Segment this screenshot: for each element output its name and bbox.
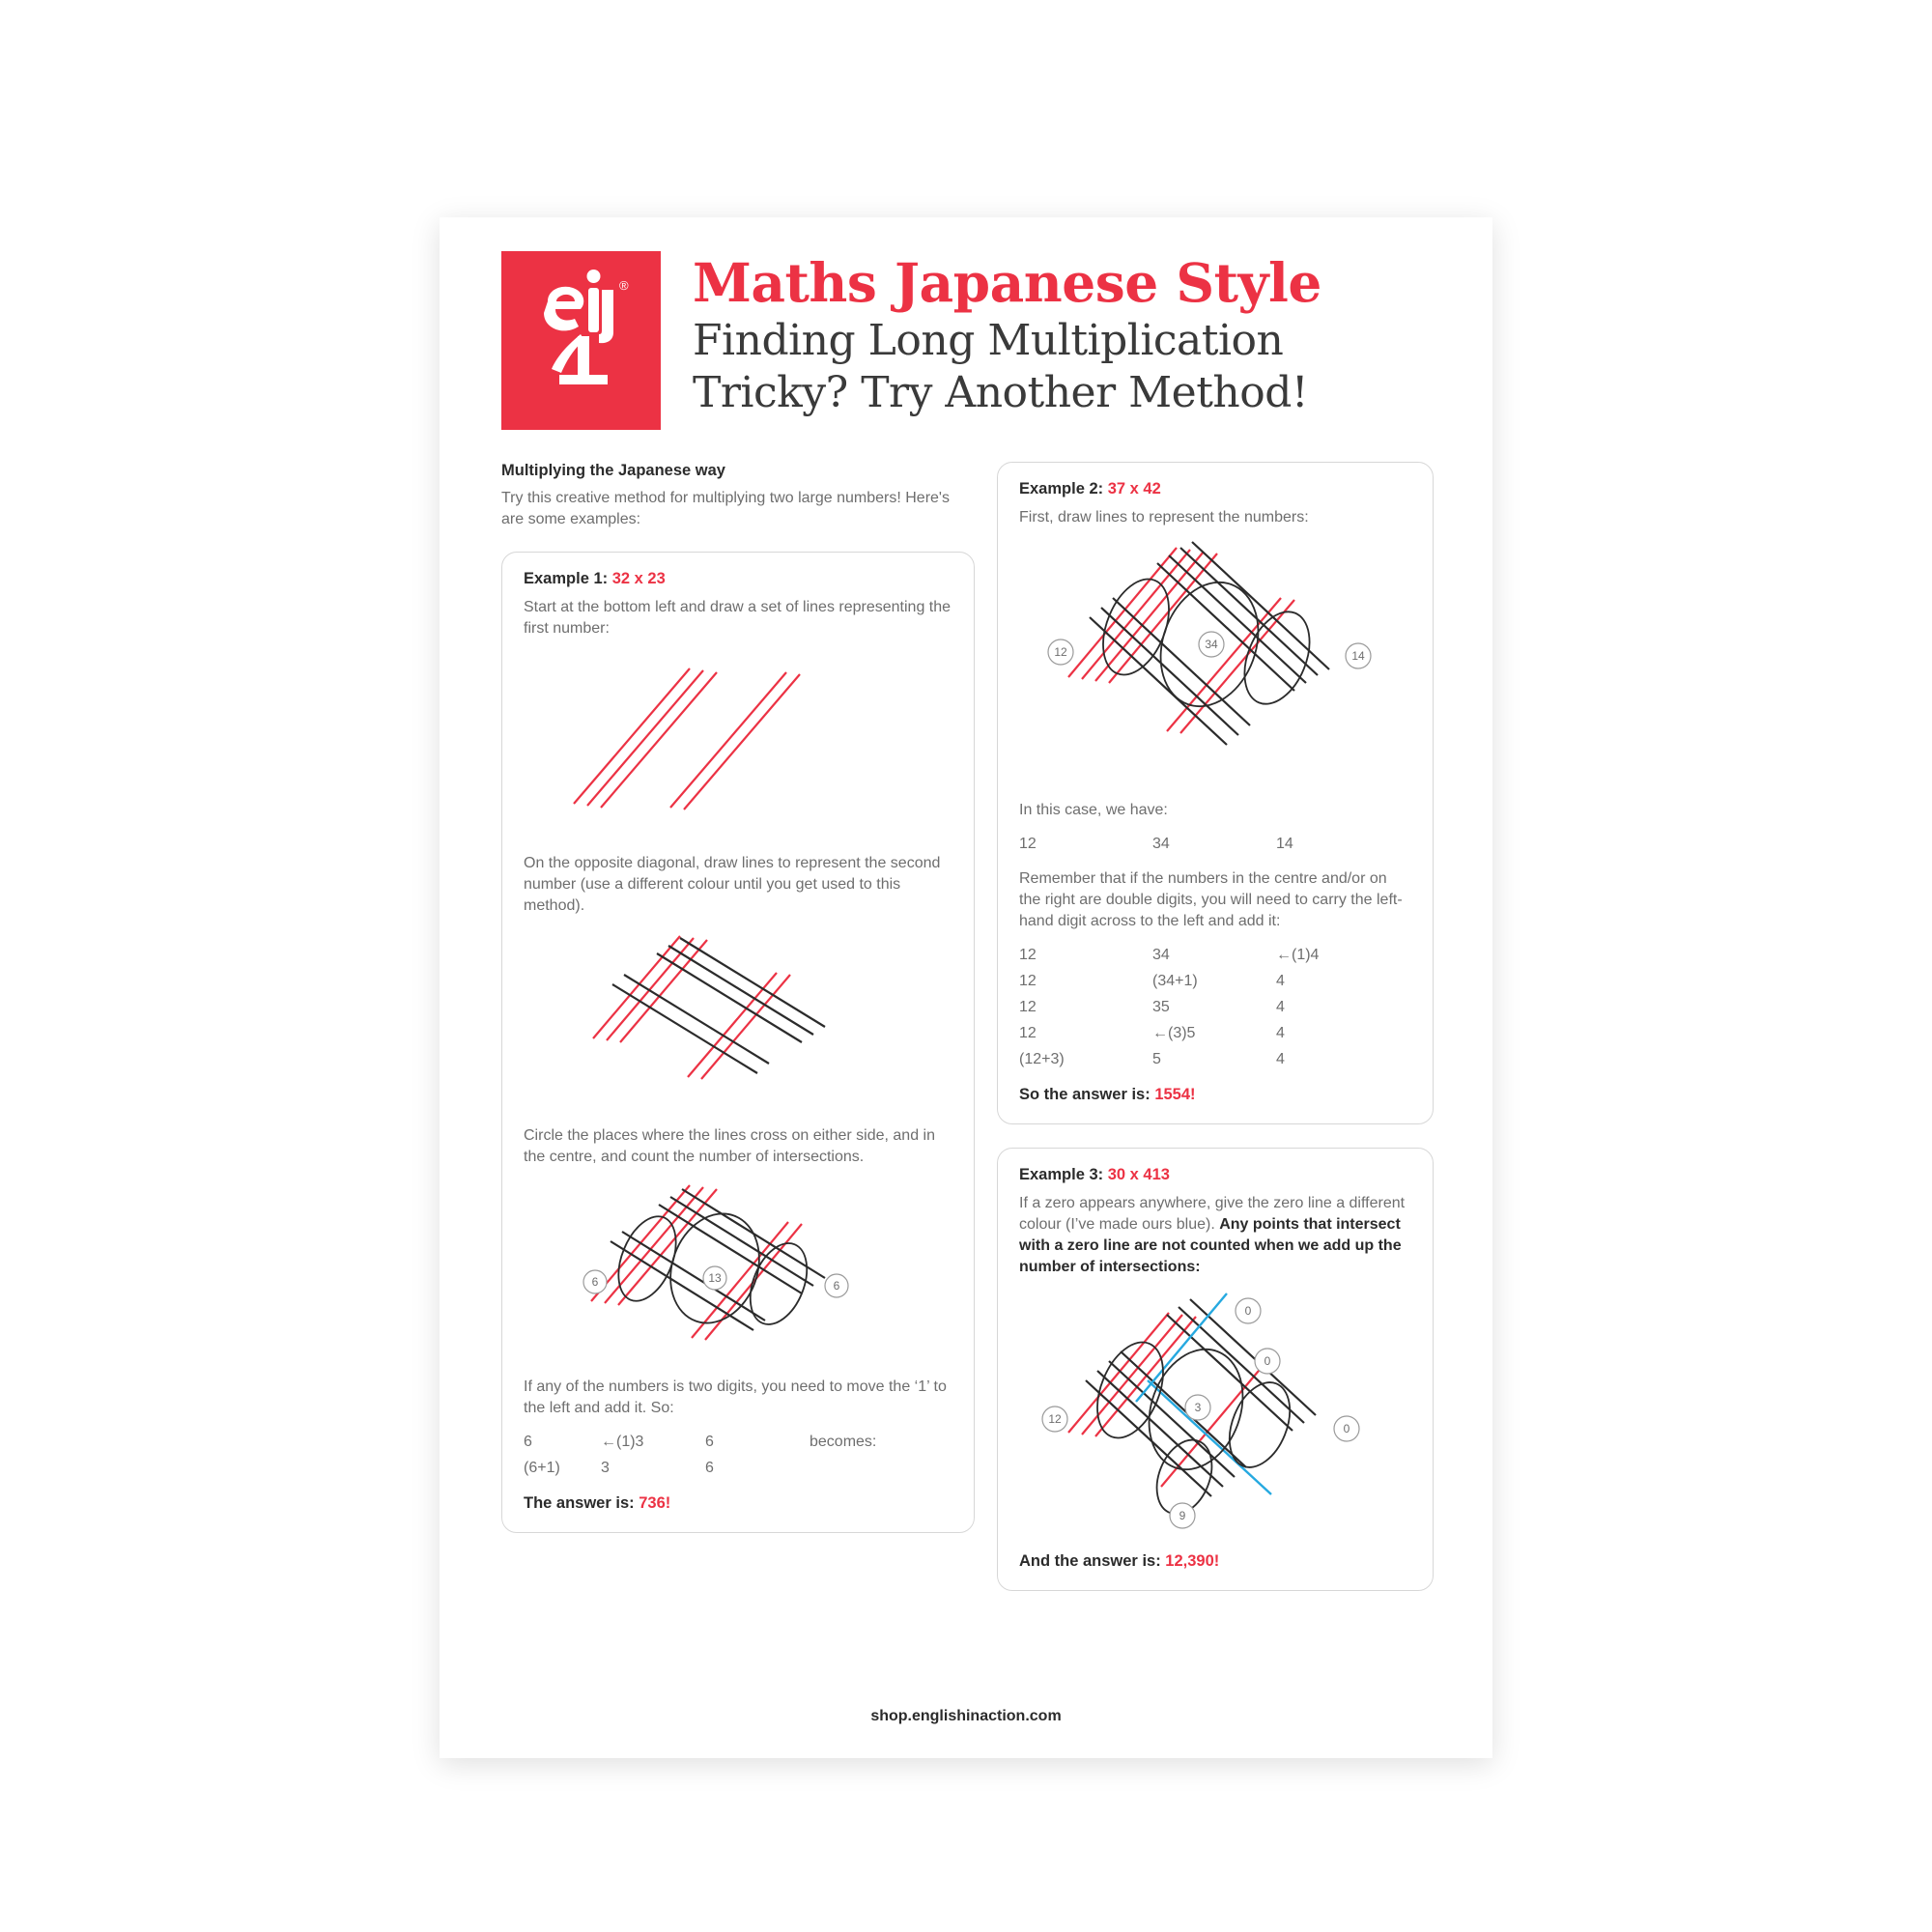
- example-2-answer: [1019, 1086, 1411, 1104]
- example-3-heading: [1019, 1166, 1411, 1184]
- cell: 14: [1276, 836, 1293, 852]
- example-2-label: Example 2:: [1019, 480, 1104, 497]
- svg-text:®: ®: [619, 278, 629, 293]
- example-3-answer: [1019, 1552, 1411, 1571]
- example-2-answer-value: 1554!: [1154, 1086, 1196, 1103]
- title-block: [693, 253, 1427, 417]
- cell: [810, 1455, 916, 1481]
- example-1-count-centre: 13: [708, 1271, 722, 1285]
- example-3-figure: [1022, 1288, 1408, 1539]
- cell: 12: [1019, 973, 1037, 989]
- example-3-count-c: 0: [1264, 1354, 1271, 1368]
- right-column: [997, 462, 1434, 1591]
- example-3-count-d: 3: [1194, 1401, 1202, 1414]
- example-1-figure-2: [535, 926, 941, 1120]
- example-1-problem: 32 x 23: [611, 570, 666, 587]
- cell: 6: [705, 1434, 714, 1450]
- example-2-step-1: First, draw lines to represent the numbers:: [1019, 509, 1309, 526]
- example-1-step-3: Circle the places where the lines cross on either side, and in the centre, and count the number of intersections.: [524, 1127, 935, 1165]
- example-1-heading: [524, 570, 952, 588]
- page-header: [501, 251, 1429, 440]
- cell: 34: [1152, 947, 1170, 963]
- cell: 4: [1276, 973, 1285, 989]
- cell: 6: [705, 1460, 714, 1476]
- example-3-problem: 30 x 413: [1107, 1166, 1170, 1183]
- footer-url[interactable]: shop.englishinaction.com: [870, 1708, 1062, 1724]
- example-1-answer-label: The answer is:: [524, 1494, 635, 1512]
- example-2-carry-table: [1019, 942, 1411, 1072]
- example-1-step-2: On the opposite diagonal, draw lines to represent the second number (use a different colour until you get used to this method).: [524, 855, 941, 914]
- example-2-count-left: 12: [1054, 645, 1067, 659]
- example-1-figure-3: [535, 1178, 941, 1371]
- table-row: [1019, 942, 1411, 968]
- cell: 4: [1276, 1051, 1285, 1067]
- cell: ←(1)3: [601, 1434, 644, 1450]
- cell: ←(1)4: [1276, 947, 1320, 963]
- eia-logo: [501, 251, 661, 430]
- example-3-count-b: 0: [1244, 1304, 1252, 1318]
- example-1-count-right: 6: [833, 1279, 840, 1293]
- example-2-figure: [1022, 538, 1408, 794]
- intro-text: Try this creative method for multiplying two large numbers! Here's are some examples:: [501, 490, 950, 527]
- example-1-answer-value: 736!: [639, 1494, 671, 1512]
- example-1-carry-table: [524, 1429, 952, 1481]
- example-3-count-a: 12: [1048, 1412, 1062, 1426]
- example-3-text: [1019, 1193, 1411, 1278]
- table-row: [1019, 1046, 1411, 1072]
- cell: 12: [1019, 836, 1037, 852]
- example-2-step-2: In this case, we have:: [1019, 802, 1168, 818]
- example-1-step-4: If any of the numbers is two digits, you need to move the ‘1’ to the left and add it. So:: [524, 1378, 947, 1416]
- table-row: [524, 1455, 952, 1481]
- left-column: [501, 462, 975, 1533]
- example-2-counts-row: [1019, 831, 1411, 857]
- cell: 12: [1019, 1025, 1037, 1041]
- subtitle-line-2: Tricky? Try Another Method!: [693, 368, 1309, 417]
- cell: (6+1): [524, 1460, 560, 1476]
- example-2-card: [997, 462, 1434, 1124]
- cell: (34+1): [1152, 973, 1198, 989]
- subtitle-line-1: Finding Long Multiplication: [693, 316, 1284, 365]
- table-row: [524, 1429, 952, 1455]
- cell: 5: [1152, 1051, 1161, 1067]
- table-row: [1019, 968, 1411, 994]
- cell: 12: [1019, 999, 1037, 1015]
- example-3-answer-value: 12,390!: [1165, 1552, 1220, 1570]
- example-3-count-e: 0: [1343, 1422, 1350, 1435]
- cell: 3: [601, 1460, 610, 1476]
- logo-glyph-icon: [501, 251, 661, 430]
- worksheet-page: [440, 217, 1492, 1758]
- example-1-answer: [524, 1494, 952, 1513]
- intro-heading: Multiplying the Japanese way: [501, 462, 725, 479]
- example-2-heading: [1019, 480, 1411, 498]
- example-2-count-centre: 34: [1205, 638, 1218, 651]
- cell: 4: [1276, 999, 1285, 1015]
- cell: becomes:: [810, 1434, 877, 1450]
- cell: (12+3): [1019, 1051, 1065, 1067]
- example-2-answer-label: So the answer is:: [1019, 1086, 1151, 1103]
- example-3-answer-label: And the answer is:: [1019, 1552, 1161, 1570]
- example-1-count-left: 6: [591, 1275, 599, 1289]
- example-2-problem: 37 x 42: [1107, 480, 1161, 497]
- example-2-step-3: Remember that if the numbers in the centre and/or on the right are double digits, you will need to carry the left-hand digit across to the left and add it:: [1019, 870, 1403, 929]
- example-3-count-f: 9: [1179, 1509, 1186, 1522]
- table-row: [1019, 1020, 1411, 1046]
- cell: 12: [1019, 947, 1037, 963]
- example-1-label: Example 1:: [524, 570, 609, 587]
- cell: ←(3)5: [1152, 1025, 1196, 1041]
- example-3-label: Example 3:: [1019, 1166, 1104, 1183]
- example-1-step-1: Start at the bottom left and draw a set of lines representing the first number:: [524, 599, 952, 637]
- cell: 4: [1276, 1025, 1285, 1041]
- table-row: [1019, 994, 1411, 1020]
- cell: 35: [1152, 999, 1170, 1015]
- cell: 6: [524, 1434, 532, 1450]
- example-1-figure-1: [535, 649, 941, 847]
- table-row: [1019, 831, 1411, 857]
- example-1-card: [501, 552, 975, 1533]
- example-3-text-plain: If a zero appears anywhere, give the zero line a different colour (I’ve made ours blue).: [1019, 1195, 1406, 1233]
- example-3-text-bold: Any points that intersect with a zero line are not counted when we add up the number of intersections:: [1019, 1216, 1402, 1275]
- page-title: Maths Japanese Style: [693, 251, 1321, 314]
- cell: 34: [1152, 836, 1170, 852]
- example-2-count-right: 14: [1351, 649, 1365, 663]
- example-3-card: [997, 1148, 1434, 1591]
